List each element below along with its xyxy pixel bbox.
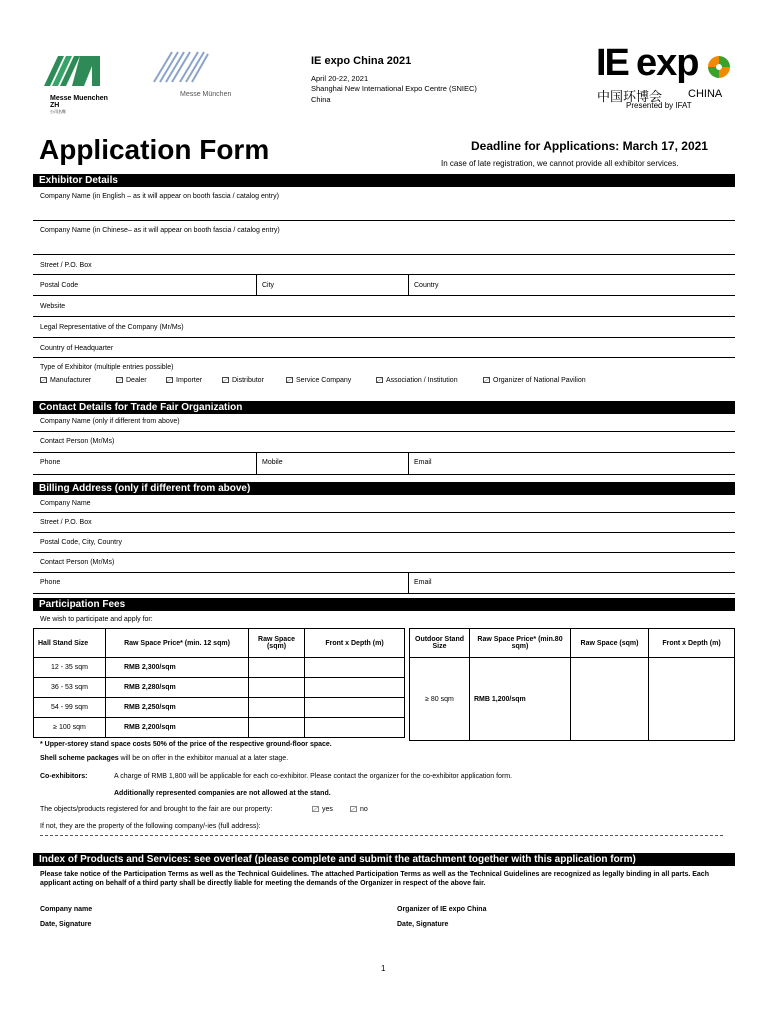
hall-front-input[interactable] (305, 658, 405, 678)
hall-front-input[interactable] (305, 698, 405, 718)
billing-postal-label: Postal Code, City, Country (40, 539, 122, 546)
field-company-cn[interactable] (33, 254, 735, 255)
checkbox-icon (166, 377, 173, 383)
outdoor-space-input[interactable] (571, 658, 649, 741)
field-city-label: City (262, 282, 275, 289)
billing-company-label: Company Name (40, 500, 91, 507)
brand-cn: 中国环博会 (597, 89, 663, 104)
outdoor-size-cell: ≥ 80 sqm (410, 658, 470, 741)
hall-size-cell: 36 - 53 sqm (34, 678, 106, 698)
checkbox-icon (40, 377, 47, 383)
checkbox-icon (116, 377, 123, 383)
contact-company-label: Company Name (only if different from above) (40, 418, 180, 425)
divider (256, 452, 257, 474)
hall-header-size: Hall Stand Size (34, 629, 106, 658)
checkbox-icon (350, 806, 357, 812)
hall-price-cell: RMB 2,280/sqm (106, 678, 249, 698)
event-dates: April 20-22, 2021 (311, 74, 369, 83)
field-legal-rep-label: Legal Representative of the Company (Mr/Ms) (40, 324, 184, 331)
contact-mobile-label: Mobile (262, 459, 283, 466)
billing-street-label: Street / P.O. Box (40, 519, 92, 526)
field-website[interactable] (33, 316, 735, 317)
divider (408, 274, 409, 295)
hall-size-cell: 12 - 35 sqm (34, 658, 106, 678)
logo1-name: Messe Muenchen ZH (50, 95, 108, 109)
page-number: 1 (381, 964, 386, 973)
exhibitor-type-checkbox[interactable]: Dealer (116, 377, 147, 384)
hall-front-input[interactable] (305, 718, 405, 738)
billing-person-field[interactable] (33, 572, 735, 573)
section-participation-fees: Participation Fees (33, 598, 735, 611)
hall-space-input[interactable] (249, 698, 305, 718)
ie-expo-china-logo (596, 42, 736, 112)
exhibitor-type-checkbox[interactable]: Importer (166, 377, 202, 384)
billing-street-field[interactable] (33, 532, 735, 533)
outdoor-front-input[interactable] (649, 658, 735, 741)
outdoor-price-cell: RMB 1,200/sqm (470, 658, 571, 741)
field-company-en-label: Company Name (in English – as it will appear on booth fascia / catalog entry) (40, 193, 279, 200)
billing-phone-label: Phone (40, 579, 61, 586)
hall-space-input[interactable] (249, 718, 305, 738)
section-exhibitor-details: Exhibitor Details (33, 174, 735, 187)
hall-price-cell: RMB 2,250/sqm (106, 698, 249, 718)
messe-muenchen-zh-logo (36, 52, 116, 114)
mm-logo-mark (150, 48, 210, 86)
contact-person-label: Contact Person (Mr/Ms) (40, 438, 115, 445)
coexhibitor-label: Co-exhibitors: (40, 773, 88, 780)
divider (256, 274, 257, 295)
contact-person-field[interactable] (33, 452, 735, 453)
hall-space-input[interactable] (249, 678, 305, 698)
field-hq-label: Country of Headquarter (40, 345, 114, 352)
mm-zh-logo-mark (36, 52, 106, 88)
sig-date-left-label: Date, Signature (40, 921, 92, 928)
property-question: The objects/products registered for and brought to the fair are our property: (40, 806, 273, 813)
fees-intro: We wish to participate and apply for: (40, 616, 153, 623)
logo2-name: Messe München (180, 91, 232, 98)
property-if-not: If not, they are the property of the following company/-ies (full address): (40, 823, 261, 830)
brand-china: CHINA (688, 88, 723, 100)
billing-postal-field[interactable] (33, 552, 735, 553)
exhibitor-type-checkbox[interactable]: Association / Institution (376, 377, 458, 384)
table-row (34, 658, 405, 678)
checkbox-icon (222, 377, 229, 383)
brand-expo: exp (636, 42, 699, 84)
messe-muenchen-logo (150, 48, 250, 100)
field-company-cn-label: Company Name (in Chinese– as it will appear on booth fascia / catalog entry) (40, 227, 280, 234)
checkbox-icon (286, 377, 293, 383)
contact-phone-row[interactable] (33, 474, 735, 475)
outdoor-stand-table (409, 628, 735, 741)
event-venue: Shanghai New International Expo Centre (SNIEC) (311, 84, 477, 93)
field-country-label: Country (414, 282, 439, 289)
brand-ie: IE (596, 42, 628, 84)
contact-company-field[interactable] (33, 431, 735, 432)
event-country: China (311, 95, 331, 104)
divider (408, 572, 409, 593)
section-index: Index of Products and Services: see overleaf (please complete and submit the attachment together with this application form) (33, 853, 735, 866)
expo-circle-icon (706, 54, 732, 80)
sig-date-right-label: Date, Signature (397, 921, 449, 928)
hall-price-cell: RMB 2,300/sqm (106, 658, 249, 678)
page-title: Application Form (39, 134, 270, 165)
hall-header-front: Front x Depth (m) (305, 629, 405, 658)
exhibitor-type-checkbox[interactable]: Manufacturer (40, 377, 91, 384)
late-note: In case of late registration, we cannot provide all exhibitor services. (441, 159, 679, 168)
table-row (410, 658, 735, 741)
billing-company-field[interactable] (33, 512, 735, 513)
outdoor-header-front: Front x Depth (m) (649, 629, 735, 658)
upper-storey-note: * Upper-storey stand space costs 50% of the price of the respective ground-floor space. (40, 741, 332, 748)
billing-person-label: Contact Person (Mr/Ms) (40, 559, 115, 566)
field-street[interactable] (33, 274, 735, 275)
field-postal-row[interactable] (33, 295, 735, 296)
coexhibitor-text: A charge of RMB 1,800 will be applicable for each co-exhibitor. Please contact the organizer for the co-exhibitor application form. (114, 773, 513, 780)
exhibitor-type-checkbox[interactable]: Distributor (222, 377, 264, 384)
logo1-subtitle: 公司名称 (50, 109, 66, 114)
contact-email-label: Email (414, 459, 432, 466)
section-billing-address: Billing Address (only if different from above) (33, 482, 735, 495)
contact-phone-label: Phone (40, 459, 61, 466)
table-row (34, 718, 405, 738)
sig-company-name-label: Company name (40, 906, 93, 913)
property-no-checkbox[interactable]: no (350, 806, 368, 813)
terms-text: Please take notice of the Participation Terms as well as the Technical Guidelines. The attached Participation Terms as well as the Technical Guidelines are recognized as legally binding in all parts. Each applicant acting on behalf of a third party shall be directly liable for meeting the demands of the Organizer in respect of the above fair. (40, 871, 709, 887)
field-street-label: Street / P.O. Box (40, 262, 92, 269)
field-website-label: Website (40, 303, 66, 310)
property-owner-field[interactable] (40, 835, 723, 836)
hall-header-space: Raw Space (sqm) (249, 629, 305, 658)
brand-presented: Presented by IFAT (626, 101, 692, 110)
checkbox-icon (312, 806, 319, 812)
divider (408, 452, 409, 474)
hall-space-input[interactable] (249, 658, 305, 678)
deadline-text: Deadline for Applications: March 17, 2021 (471, 139, 708, 153)
table-row (34, 678, 405, 698)
exhibitor-type-checkbox[interactable]: Service Company (286, 377, 351, 384)
hall-size-cell: 54 - 99 sqm (34, 698, 106, 718)
outdoor-header-price: Raw Space Price* (min.80 sqm) (470, 629, 571, 658)
field-postal-label: Postal Code (40, 282, 79, 289)
coexhibitor-bold-note: Additionally represented companies are not allowed at the stand. (114, 790, 331, 797)
billing-email-label: Email (414, 579, 432, 586)
outdoor-header-space: Raw Space (sqm) (571, 629, 649, 658)
sig-organizer-label: Organizer of IE expo China (397, 906, 487, 913)
shell-scheme-note: Shell scheme packages will be on offer in the exhibitor manual at a later stage. (40, 755, 289, 762)
field-hq[interactable] (33, 357, 735, 358)
event-title: IE expo China 2021 (311, 55, 412, 67)
field-company-en[interactable] (33, 220, 735, 221)
hall-front-input[interactable] (305, 678, 405, 698)
billing-phone-row[interactable] (33, 593, 735, 594)
field-legal-rep[interactable] (33, 337, 735, 338)
table-row (34, 698, 405, 718)
section-contact-details: Contact Details for Trade Fair Organization (33, 401, 735, 414)
hall-stand-table (33, 628, 405, 738)
exhibitor-type-label: Type of Exhibitor (multiple entries possible) (40, 364, 174, 371)
checkbox-icon (483, 377, 490, 383)
checkbox-icon (376, 377, 383, 383)
hall-header-price: Raw Space Price* (min. 12 sqm) (106, 629, 249, 658)
hall-price-cell: RMB 2,200/sqm (106, 718, 249, 738)
exhibitor-type-checkbox[interactable]: Organizer of National Pavilion (483, 377, 586, 384)
property-yes-checkbox[interactable]: yes (312, 806, 333, 813)
outdoor-header-size: Outdoor Stand Size (410, 629, 470, 658)
hall-size-cell: ≥ 100 sqm (34, 718, 106, 738)
